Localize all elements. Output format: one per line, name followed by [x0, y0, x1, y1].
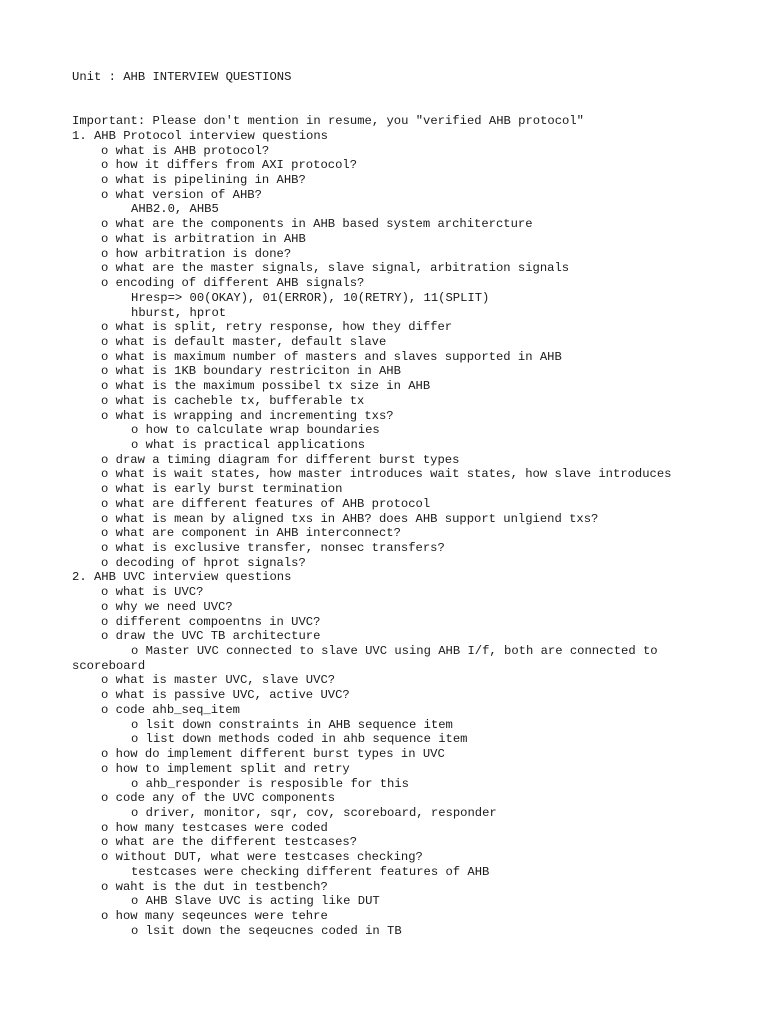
question-item	[72, 350, 752, 365]
question-item	[72, 835, 752, 850]
question-item	[72, 276, 752, 291]
item-text: what is 1KB boundary restriciton in AHB	[115, 364, 401, 379]
item-text: what is wait states, how master introduces wait states, how slave introduces	[115, 467, 672, 482]
bullet: o	[101, 349, 109, 364]
item-text: lsit down constraints in AHB sequence item	[145, 717, 453, 732]
item-text: code ahb_seq_item	[115, 702, 240, 717]
item-text: what is passive UVC, active UVC?	[115, 688, 350, 703]
question-item	[72, 880, 752, 895]
sub-question-item	[72, 644, 752, 659]
bullet: o	[131, 732, 139, 747]
item-text: what are different features of AHB protocol	[115, 496, 431, 511]
blank-line	[72, 85, 752, 100]
bullet: o	[101, 173, 109, 188]
item-text: what is practical applications	[145, 437, 366, 452]
bullet: o	[101, 761, 109, 776]
section-heading: 2. AHB UVC interview questions	[72, 570, 292, 585]
bullet: o	[101, 482, 109, 497]
bullet: o	[101, 364, 109, 379]
item-text: waht is the dut in testbench?	[115, 879, 328, 894]
blank-line	[72, 99, 752, 114]
question-item	[72, 482, 752, 497]
item-text: ahb_responder is resposible for this	[145, 776, 409, 791]
item-text: how many seqeunces were tehre	[115, 908, 328, 923]
bullet: o	[101, 143, 109, 158]
bullet: o	[131, 923, 139, 938]
bullet: o	[131, 894, 139, 909]
bullet: o	[101, 246, 109, 261]
item-text: what is default master, default slave	[115, 334, 387, 349]
document-body	[72, 70, 752, 938]
question-item	[72, 747, 752, 762]
item-text: what are the different testcases?	[115, 835, 358, 850]
item-text: code any of the UVC components	[115, 791, 336, 806]
item-text: what is exclusive transfer, nonsec transfers?	[115, 541, 445, 555]
bullet: o	[101, 702, 109, 717]
bullet: o	[101, 673, 109, 688]
question-item	[72, 188, 752, 203]
question-item	[72, 629, 752, 644]
question-item	[72, 791, 752, 806]
important-note: Important: Please don't mention in resume, you "verified AHB protocol"	[72, 114, 584, 129]
unit-title: Unit : AHB INTERVIEW QUESTIONS	[72, 70, 292, 84]
bullet: o	[101, 541, 109, 555]
item-text: what is master UVC, slave UVC?	[115, 673, 336, 688]
item-text: what is AHB protocol?	[115, 143, 270, 158]
item-text: what is mean by aligned txs in AHB? does AHB support unlgiend txs?	[115, 511, 599, 526]
question-item	[72, 512, 752, 527]
bullet: o	[101, 850, 109, 865]
question-item	[72, 467, 752, 482]
bullet: o	[101, 908, 109, 923]
answer-text: AHB2.0, AHB5	[131, 202, 219, 217]
sub-question-item	[72, 806, 752, 821]
item-text: what is cacheble tx, bufferable tx	[115, 393, 365, 408]
question-item	[72, 158, 752, 173]
question-item	[72, 232, 752, 247]
bullet: o	[101, 217, 109, 232]
question-item	[72, 762, 752, 777]
question-item	[72, 673, 752, 688]
bullet: o	[101, 599, 109, 614]
bullet: o	[101, 261, 109, 276]
question-item	[72, 217, 752, 232]
item-text: what are the master signals, slave signal, arbitration signals	[115, 261, 570, 276]
item-text: different compoentns in UVC?	[115, 614, 321, 629]
question-item	[72, 144, 752, 159]
bullet: o	[101, 791, 109, 806]
bullet: o	[101, 393, 109, 408]
item-text: encoding of different AHB signals?	[115, 276, 365, 291]
sub-question-item	[72, 777, 752, 792]
item-text: what is split, retry response, how they differ	[115, 320, 453, 335]
item-text: how do implement different burst types in UVC	[115, 747, 445, 762]
item-text: draw a timing diagram for different burst types	[115, 452, 460, 467]
question-item	[72, 247, 752, 262]
item-text: lsit down the seqeucnes coded in TB	[145, 923, 402, 938]
bullet: o	[101, 158, 109, 173]
question-item	[72, 320, 752, 335]
wrapped-text: scoreboard	[72, 658, 146, 673]
item-text: without DUT, what were testcases checking?	[115, 850, 423, 865]
bullet: o	[131, 717, 139, 732]
item-text: how arbitration is done?	[115, 246, 292, 261]
question-item	[72, 541, 752, 556]
answer-text: hburst, hprot	[131, 305, 227, 320]
item-text: what is arbitration in AHB	[115, 231, 306, 246]
question-item	[72, 703, 752, 718]
item-text: AHB Slave UVC is acting like DUT	[145, 894, 380, 909]
question-item	[72, 261, 752, 276]
section-heading: 1. AHB Protocol interview questions	[72, 128, 328, 143]
item-text: decoding of hprot signals?	[115, 555, 306, 570]
bullet: o	[101, 452, 109, 467]
item-text: draw the UVC TB architecture	[115, 629, 321, 644]
question-item	[72, 615, 752, 630]
bullet: o	[101, 334, 109, 349]
question-item	[72, 526, 752, 541]
bullet: o	[101, 231, 109, 246]
question-item	[72, 497, 752, 512]
item-text: what is wrapping and incrementing txs?	[115, 408, 394, 423]
sub-question-item	[72, 438, 752, 453]
bullet: o	[101, 820, 109, 835]
bullet: o	[131, 805, 139, 820]
bullet: o	[101, 747, 109, 762]
sub-question-item	[72, 423, 752, 438]
bullet: o	[101, 555, 109, 570]
sub-question-item	[72, 924, 752, 939]
item-text: how to calculate wrap boundaries	[145, 423, 380, 438]
item-text: why we need UVC?	[115, 599, 233, 614]
question-item	[72, 409, 752, 424]
answer-text: Hresp=> 00(OKAY), 01(ERROR), 10(RETRY), 11(SPLIT)	[131, 290, 490, 305]
bullet: o	[101, 511, 109, 526]
question-item	[72, 173, 752, 188]
item-text: what version of AHB?	[115, 187, 262, 202]
bullet: o	[101, 276, 109, 291]
question-item	[72, 335, 752, 350]
question-item	[72, 821, 752, 836]
question-item	[72, 585, 752, 600]
sub-question-item	[72, 718, 752, 733]
bullet: o	[101, 187, 109, 202]
bullet: o	[101, 614, 109, 629]
item-text: how it differs from AXI protocol?	[115, 158, 358, 173]
item-text: what is pipelining in AHB?	[115, 173, 306, 188]
item-text: what is UVC?	[115, 585, 204, 600]
item-text: what is early burst termination	[115, 482, 343, 497]
item-text: how to implement split and retry	[115, 761, 350, 776]
question-item	[72, 909, 752, 924]
bullet: o	[101, 629, 109, 644]
question-item	[72, 364, 752, 379]
bullet: o	[131, 644, 139, 659]
bullet: o	[101, 379, 109, 394]
sub-question-item	[72, 894, 752, 909]
bullet: o	[101, 688, 109, 703]
question-item	[72, 379, 752, 394]
bullet: o	[101, 496, 109, 511]
bullet: o	[101, 467, 109, 482]
item-text: what is the maximum possibel tx size in AHB	[115, 379, 431, 394]
item-text: driver, monitor, sqr, cov, scoreboard, responder	[145, 805, 497, 820]
bullet: o	[101, 585, 109, 600]
bullet: o	[131, 776, 139, 791]
question-item	[72, 600, 752, 615]
bullet: o	[101, 320, 109, 335]
question-item	[72, 688, 752, 703]
bullet: o	[101, 408, 109, 423]
bullet: o	[101, 526, 109, 541]
bullet: o	[101, 879, 109, 894]
sub-question-item	[72, 732, 752, 747]
bullet: o	[131, 437, 139, 452]
question-item	[72, 453, 752, 468]
item-text: how many testcases were coded	[115, 820, 328, 835]
item-text: list down methods coded in ahb sequence item	[145, 732, 468, 747]
item-text: what is maximum number of masters and slaves supported in AHB	[115, 349, 562, 364]
answer-text: testcases were checking different features of AHB	[131, 864, 490, 879]
item-text: what are the components in AHB based system architercture	[115, 217, 533, 232]
item-text: what are component in AHB interconnect?	[115, 526, 401, 541]
question-item	[72, 556, 752, 571]
bullet: o	[131, 423, 139, 438]
item-text: Master UVC connected to slave UVC using AHB I/f, both are connected to	[145, 644, 658, 659]
question-item	[72, 850, 752, 865]
question-item	[72, 394, 752, 409]
bullet: o	[101, 835, 109, 850]
